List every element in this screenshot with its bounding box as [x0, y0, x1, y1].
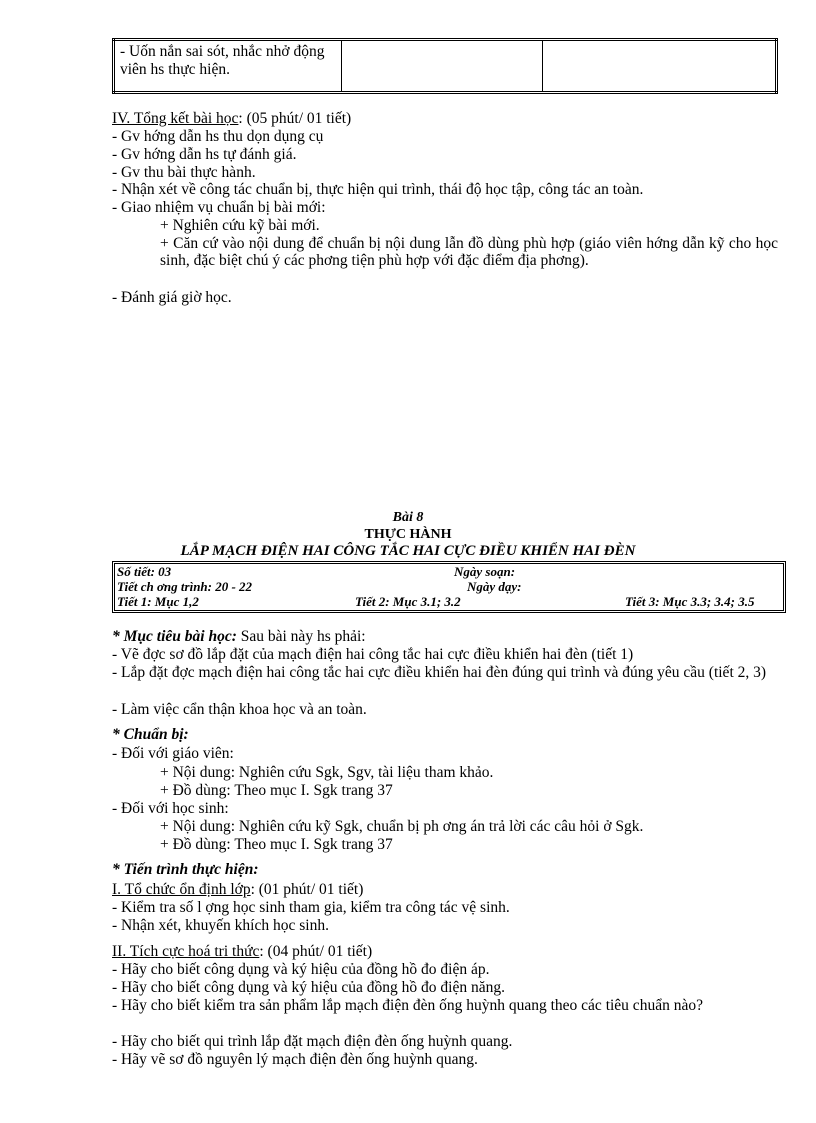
list-item: - Lắp đặt đợc mạch điện hai công tắc hai cực điều khiển hai đèn đúng qui trình và đúng yêu cầu (tiết 2, 3) — [112, 664, 767, 681]
section4-heading: IV. Tổng kết bài học — [112, 110, 239, 127]
section2-time: : (04 phút/ 01 tiết) — [259, 943, 373, 960]
section2-heading-line — [112, 943, 372, 960]
list-item: - Đối với học sinh: — [112, 800, 229, 817]
lesson-info-box — [112, 561, 786, 613]
list-item: - Gv hớng dẫn hs tự đánh giá. — [112, 146, 297, 163]
objectives-heading: * Mục tiêu bài học: — [112, 628, 237, 645]
table-cell-activity: - Uốn nắn sai sót, nhắc nhở động viên hs thực hiện. — [114, 40, 342, 93]
so-tiet: Số tiết: 03 — [117, 564, 172, 579]
list-item: - Giao nhiệm vụ chuẩn bị bài mới: — [112, 199, 326, 216]
list-item: - Làm việc cẩn thận khoa học và an toàn. — [112, 701, 367, 718]
tiet-chuong-trinh: Tiết ch ơng trình: 20 - 22 — [117, 579, 253, 594]
list-sub-item: + Đồ dùng: Theo mục I. Sgk trang 37 — [160, 836, 393, 853]
list-item: - Hãy cho biết kiểm tra sản phẩm lắp mạch điện đèn ống huỳnh quang theo các tiêu chuẩn nào? — [112, 997, 703, 1014]
objectives-heading-line — [112, 628, 366, 645]
list-sub-item: + Đồ dùng: Theo mục I. Sgk trang 37 — [160, 782, 393, 799]
carryover-table — [112, 38, 778, 94]
ngay-soan: Ngày soạn: — [454, 564, 516, 579]
process-heading: * Tiến trình thực hiện: — [112, 861, 259, 878]
lesson-title: LẮP MẠCH ĐIỆN HAI CÔNG TẮC HAI CỰC ĐIỀU KHIỂN HAI ĐÈN — [180, 543, 636, 559]
section4-time: : (05 phút/ 01 tiết) — [238, 110, 352, 127]
list-sub-item: + Căn cứ vào nội dung để chuẩn bị nội dung lẫn đồ dùng phù hợp (giáo viên hớng dẫn kỹ cho học sinh, đặc biệt chú ý các phơng tiện phù hợp với đặc điểm địa phơng). — [160, 235, 778, 269]
ngay-day: Ngày dạy: — [467, 579, 522, 594]
tiet-3: Tiết 3: Mục 3.3; 3.4; 3.5 — [625, 594, 755, 609]
objectives-intro: Sau bài này hs phải: — [236, 628, 366, 645]
section1-time: : (01 phút/ 01 tiết) — [250, 881, 364, 898]
list-sub-item: + Nội dung: Nghiên cứu Sgk, Sgv, tài liệu tham khảo. — [160, 764, 494, 781]
list-item: - Hãy cho biết qui trình lắp đặt mạch điện đèn ống huỳnh quang. — [112, 1033, 513, 1050]
lesson-type: THỰC HÀNH — [364, 527, 452, 542]
list-item: - Gv hớng dẫn hs thu dọn dụng cụ — [112, 128, 324, 145]
tiet-1: Tiết 1: Mục 1,2 — [117, 594, 199, 609]
prepare-heading: * Chuẩn bị: — [112, 726, 189, 743]
list-item: - Hãy cho biết công dụng và ký hiệu của đồng hồ đo điện áp. — [112, 961, 490, 978]
section1-heading-line — [112, 881, 363, 898]
list-item: - Nhận xét, khuyến khích học sinh. — [112, 917, 329, 934]
list-item: - Kiểm tra số l ợng học sinh tham gia, kiểm tra công tác vệ sinh. — [112, 899, 510, 916]
list-item: - Nhận xét về công tác chuẩn bị, thực hiện qui trình, thái độ học tập, công tác an toàn. — [112, 181, 644, 198]
section1-heading: I. Tổ chức ổn định lớp — [112, 881, 251, 898]
list-item: - Đối với giáo viên: — [112, 745, 234, 762]
list-sub-item: + Nghiên cứu kỹ bài mới. — [160, 217, 320, 234]
section2-heading: II. Tích cực hoá tri thức — [112, 943, 260, 960]
lesson-number: Bài 8 — [392, 510, 424, 525]
section4-heading-line — [112, 110, 351, 127]
list-item: - Hãy vẽ sơ đồ nguyên lý mạch điện đèn ống huỳnh quang. — [112, 1051, 478, 1068]
list-item: - Đánh giá giờ học. — [112, 289, 232, 306]
list-item: - Hãy cho biết công dụng và ký hiệu của đồng hồ đo điện năng. — [112, 979, 506, 996]
list-item: - Gv thu bài thực hành. — [112, 164, 256, 181]
tiet-2: Tiết 2: Mục 3.1; 3.2 — [355, 594, 461, 609]
table-cell-empty-2 — [543, 40, 777, 93]
table-cell-empty-1 — [342, 40, 543, 93]
list-sub-item: + Nội dung: Nghiên cứu kỹ Sgk, chuẩn bị ph ơng án trả lời các câu hỏi ở Sgk. — [160, 818, 644, 835]
list-item: - Vẽ đợc sơ đồ lắp đặt của mạch điện hai công tắc hai cực điều khiển hai đèn (tiết 1) — [112, 646, 634, 663]
